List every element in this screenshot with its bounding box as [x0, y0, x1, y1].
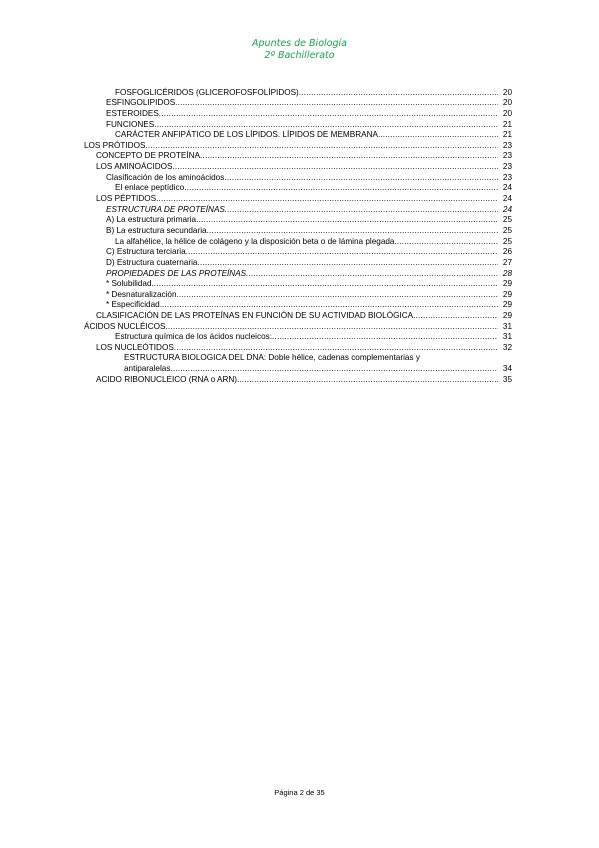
toc-entry-page-number: 24	[502, 183, 512, 193]
toc-entry-label: ÁCIDOS NUCLÉICOS	[84, 321, 166, 331]
dot-leader	[154, 279, 498, 289]
toc-entry[interactable]	[84, 310, 512, 321]
toc-entry-label: ESTEROIDES	[106, 108, 159, 118]
toc-entry-label: D) Estructura cuaternaria	[106, 257, 198, 267]
toc-entry-page-number: 29	[502, 311, 512, 321]
toc-entry[interactable]	[84, 321, 512, 332]
dot-leader	[197, 258, 498, 268]
toc-entry-label: B) La estructura secundaria	[106, 225, 207, 235]
toc-entry-page-number: 32	[502, 343, 512, 353]
toc-entry[interactable]	[84, 87, 512, 98]
toc-entry-label: CLASIFICACIÓN DE LAS PROTEÍNAS EN FUNCIÓN DE SU ACTIVIDAD BIOLÓGICA	[96, 311, 414, 321]
toc-entry-page-number: 34	[502, 364, 512, 374]
header-course: 2º Bachillerato	[264, 50, 335, 61]
dot-leader	[239, 375, 498, 385]
dot-leader	[159, 109, 498, 119]
toc-entry[interactable]	[84, 151, 512, 162]
toc-entry-label: CONCEPTO DE PROTEÍNA	[96, 151, 201, 161]
toc-entry-page-number: 23	[502, 172, 512, 182]
toc-entry-page-number: 23	[502, 162, 512, 172]
toc-entry-page-number: 27	[502, 257, 512, 267]
toc-entry-page-number: 25	[502, 225, 512, 235]
toc-entry[interactable]	[84, 98, 512, 109]
toc-entry-page-number: 20	[502, 98, 512, 108]
toc-entry[interactable]	[84, 193, 512, 204]
toc-entry-page-number: 24	[502, 204, 512, 214]
dot-leader	[179, 290, 498, 300]
toc-entry[interactable]	[84, 172, 512, 183]
toc-entry[interactable]	[84, 247, 512, 258]
toc-entry[interactable]	[84, 257, 512, 268]
toc-entry-page-number: 23	[502, 151, 512, 161]
dot-leader	[299, 88, 498, 98]
dot-leader	[184, 183, 498, 193]
dot-leader	[175, 98, 498, 108]
toc-entry[interactable]	[84, 300, 512, 311]
toc-entry-label: FUNCIONES	[106, 119, 155, 129]
toc-entry-page-number: 31	[502, 321, 512, 331]
toc-entry-page-number: 31	[502, 332, 512, 342]
toc-entry-page-number: 20	[502, 108, 512, 118]
dot-leader	[224, 173, 498, 183]
toc-entry-label: La alfahélice, la hélice de colágeno y la disposición beta o de lámina plegada.	[115, 236, 397, 246]
dot-leader	[174, 343, 498, 353]
dot-leader	[172, 162, 498, 172]
toc-entry[interactable]	[84, 279, 512, 290]
toc-entry-label: PROPIEDADES DE LAS PROTEÍNAS	[106, 268, 247, 278]
toc-entry-label: ESTRUCTURA DE PROTEÍNAS	[106, 204, 225, 214]
toc-entry[interactable]	[84, 119, 512, 130]
dot-leader	[225, 205, 498, 215]
toc-entry[interactable]	[84, 374, 512, 385]
toc-entry-page-number: 25	[502, 236, 512, 246]
toc-entry-page-number: 25	[502, 215, 512, 225]
toc-entry-label: LOS AMINOÁCIDOS	[96, 162, 173, 172]
toc-entry[interactable]	[84, 289, 512, 300]
toc-entry-page-number: 21	[502, 119, 512, 129]
toc-entry[interactable]	[84, 236, 512, 247]
toc-entry-label: * Especificidad.	[106, 300, 162, 310]
toc-entry-label: C) Estructura terciaria	[106, 247, 186, 257]
toc-entry-label: LOS PRÓTIDOS	[84, 140, 146, 150]
dot-leader	[196, 215, 498, 225]
toc-entry-page-number: 29	[502, 300, 512, 310]
toc-entry-label: El enlace peptídico	[115, 183, 185, 193]
toc-entry-label: Estructura química de los ácidos nucleicos:	[115, 332, 273, 342]
toc-entry-label: * Solubilidad.	[106, 279, 154, 289]
toc-entry-label: ESFINGOLIPIDOS	[106, 98, 176, 108]
dot-leader	[170, 364, 498, 374]
dot-leader	[207, 226, 498, 236]
dot-leader	[272, 332, 498, 342]
toc-entry-page-number: 24	[502, 194, 512, 204]
toc-entry-label: CARÁCTER ANFIPÁTICO DE LOS LÍPIDOS. LÍPIDOS DE MEMBRANA.	[115, 130, 381, 140]
toc-entry-label: ACIDO RIBONUCLEICO (RNA o ARN).	[96, 374, 240, 384]
table-of-contents	[84, 87, 512, 385]
dot-leader	[246, 269, 498, 279]
toc-entry[interactable]	[84, 215, 512, 226]
toc-entry[interactable]	[84, 364, 512, 375]
toc-entry-page-number: 29	[502, 289, 512, 299]
toc-entry[interactable]	[84, 342, 512, 353]
toc-entry-page-number: 23	[502, 140, 512, 150]
dot-leader	[162, 300, 498, 310]
toc-entry-page-number: 26	[502, 247, 512, 257]
toc-entry[interactable]	[84, 108, 512, 119]
dot-leader	[156, 194, 498, 204]
document-header	[0, 38, 599, 62]
toc-entry[interactable]	[84, 130, 512, 141]
dot-leader	[186, 247, 498, 257]
toc-entry-page-number: 21	[502, 130, 512, 140]
toc-entry-label: antiparalelas	[124, 364, 171, 374]
dot-leader	[165, 322, 498, 332]
toc-entry[interactable]	[84, 183, 512, 194]
toc-entry-label: LOS PÉPTIDOS	[96, 194, 157, 204]
toc-entry[interactable]	[84, 268, 512, 279]
toc-entry-page-number: 28	[502, 268, 512, 278]
toc-entry-label: * Desnaturalización.	[106, 289, 179, 299]
toc-entry-page-number: 20	[502, 87, 512, 97]
dot-leader	[397, 237, 498, 247]
dot-leader	[145, 141, 498, 151]
toc-entry-page-number: 35	[502, 374, 512, 384]
toc-entry[interactable]	[84, 353, 512, 364]
toc-entry-label: A) La estructura primaria	[106, 215, 197, 225]
dot-leader	[154, 120, 498, 130]
toc-entry-label: FOSFOGLICÉRIDOS (GLICEROFOSFOLÍPIDOS)	[115, 87, 299, 97]
dot-leader	[200, 151, 498, 161]
toc-entry-page-number: 29	[502, 279, 512, 289]
toc-entry-label: Clasificación de los aminoácidos	[106, 172, 225, 182]
dot-leader	[380, 130, 498, 140]
toc-entry-label: LOS NUCLEÓTIDOS	[96, 343, 174, 353]
dot-leader	[413, 311, 498, 321]
header-subject: Apuntes de Biología	[252, 38, 347, 49]
toc-entry[interactable]	[84, 225, 512, 236]
page-footer: Página 2 de 35	[274, 788, 325, 797]
toc-entry[interactable]	[84, 204, 512, 215]
toc-entry[interactable]	[84, 161, 512, 172]
toc-entry[interactable]	[84, 332, 512, 343]
toc-entry-label: ESTRUCTURA BIOLOGICA DEL DNA: Doble hélice, cadenas complementarias y	[124, 353, 420, 363]
toc-entry[interactable]	[84, 140, 512, 151]
